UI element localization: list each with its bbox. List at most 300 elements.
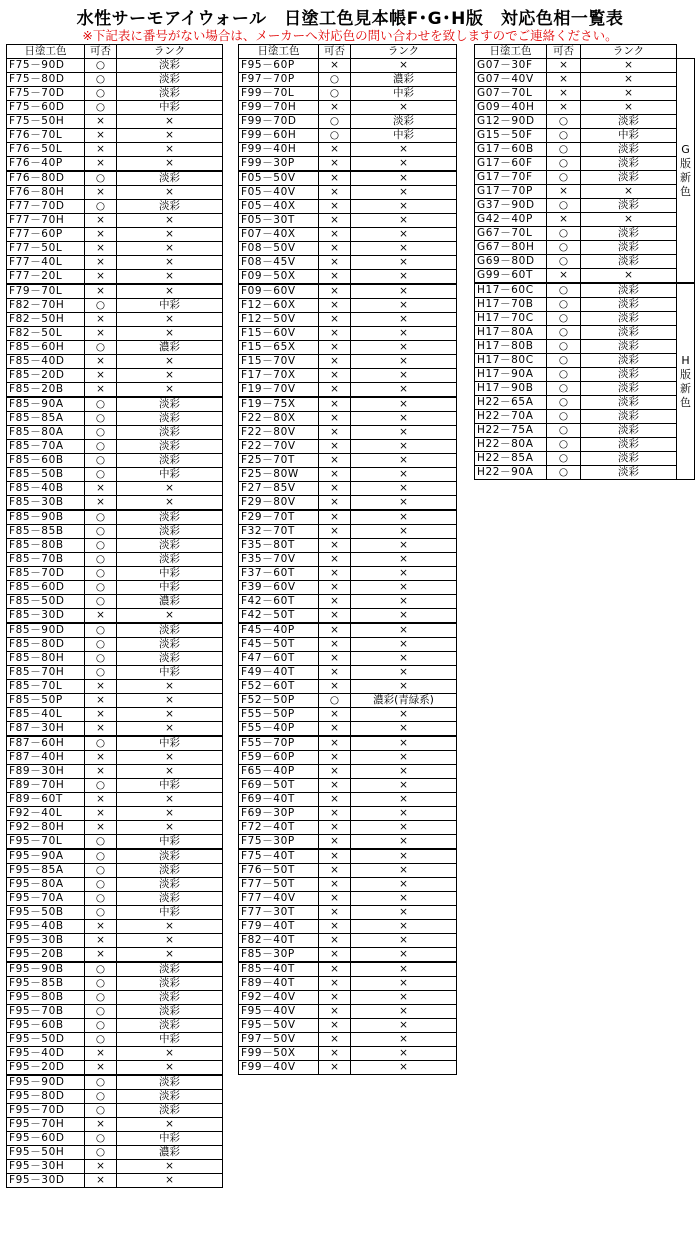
cell-rank: × [351, 412, 457, 426]
cell-code: F05－40V [239, 186, 319, 200]
cell-ok: × [547, 73, 581, 87]
table-row [239, 496, 457, 511]
table-row [475, 269, 695, 284]
cell-ok: × [547, 87, 581, 101]
cell-ok: ○ [85, 878, 117, 892]
cell-ok: × [319, 355, 351, 369]
cell-ok: × [85, 1047, 117, 1061]
cell-rank: 淡彩 [581, 298, 677, 312]
cell-ok: × [319, 327, 351, 341]
table-row [239, 892, 457, 906]
cell-rank: × [581, 101, 677, 115]
cell-rank: × [117, 186, 223, 200]
cell-rank: × [117, 228, 223, 242]
cell-rank: × [117, 256, 223, 270]
table-header-row [475, 45, 695, 59]
table-row [475, 199, 695, 213]
cell-code: F09－50X [239, 270, 319, 285]
cell-code: F17－70X [239, 369, 319, 383]
cell-code: F69－50T [239, 779, 319, 793]
cell-ok: × [85, 751, 117, 765]
cell-rank: × [117, 948, 223, 963]
cell-code: F87－30H [7, 722, 85, 737]
cell-code: F95－60D [7, 1132, 85, 1146]
cell-code: F77－40L [7, 256, 85, 270]
cell-code: F05－40X [239, 200, 319, 214]
cell-code: F07－40X [239, 228, 319, 242]
cell-rank: × [351, 849, 457, 864]
cell-rank: × [117, 722, 223, 737]
cell-code: F82－70H [7, 299, 85, 313]
table-row [7, 793, 223, 807]
table-row [7, 214, 223, 228]
cell-ok: ○ [547, 298, 581, 312]
table-row [475, 213, 695, 227]
table-row [7, 454, 223, 468]
cell-code: F92－40V [239, 991, 319, 1005]
table-row [475, 298, 695, 312]
cell-code: F69－30P [239, 807, 319, 821]
cell-code: F99－70H [239, 101, 319, 115]
table-row [239, 1033, 457, 1047]
table-row [475, 340, 695, 354]
cell-code: G07－70L [475, 87, 547, 101]
cell-rank: 中彩 [351, 129, 457, 143]
cell-ok: ○ [85, 779, 117, 793]
table-row [239, 553, 457, 567]
cell-rank: × [351, 609, 457, 624]
cell-rank: × [351, 948, 457, 963]
cell-rank: 淡彩 [581, 382, 677, 396]
cell-ok: × [85, 256, 117, 270]
cell-ok: × [319, 1061, 351, 1075]
cell-ok: × [319, 284, 351, 299]
table-row [239, 313, 457, 327]
cell-ok: × [319, 793, 351, 807]
table-row [239, 666, 457, 680]
cell-rank: × [351, 595, 457, 609]
cell-ok: ○ [85, 101, 117, 115]
cell-ok: ○ [547, 283, 581, 298]
cell-code: F77－40V [239, 892, 319, 906]
table-row [7, 327, 223, 341]
table-row [239, 157, 457, 172]
table-row [239, 525, 457, 539]
table-row [7, 1019, 223, 1033]
cell-ok: × [319, 270, 351, 285]
cell-ok: ○ [85, 623, 117, 638]
cell-ok: × [319, 1019, 351, 1033]
table-row [7, 892, 223, 906]
table-row [239, 539, 457, 553]
cell-rank: × [351, 369, 457, 383]
table-row [7, 143, 223, 157]
table-row [7, 1104, 223, 1118]
table-row [239, 73, 457, 87]
table-row [7, 440, 223, 454]
table-row [239, 397, 457, 412]
cell-ok: ○ [547, 396, 581, 410]
table-row [7, 864, 223, 878]
table-row [239, 87, 457, 101]
cell-ok: ○ [85, 977, 117, 991]
cell-rank: × [117, 327, 223, 341]
cell-code: H17－70B [475, 298, 547, 312]
cell-rank: 淡彩 [117, 525, 223, 539]
table-row [7, 299, 223, 313]
cell-code: G17－60F [475, 157, 547, 171]
cell-rank: 淡彩 [581, 354, 677, 368]
cell-ok: × [319, 623, 351, 638]
cell-rank: × [117, 313, 223, 327]
table-row [7, 171, 223, 186]
table-row [475, 382, 695, 396]
cell-ok: × [85, 680, 117, 694]
cell-code: F22－70V [239, 440, 319, 454]
table-row [7, 1146, 223, 1160]
cell-rank: 淡彩 [117, 623, 223, 638]
cell-ok: × [319, 1047, 351, 1061]
cell-code: F95－50B [7, 906, 85, 920]
cell-ok: ○ [547, 129, 581, 143]
table-row [7, 722, 223, 737]
cell-rank: × [117, 751, 223, 765]
cell-code: F97－70P [239, 73, 319, 87]
cell-code: F32－70T [239, 525, 319, 539]
cell-rank: 淡彩 [117, 59, 223, 73]
cell-ok: ○ [85, 652, 117, 666]
cell-code: F49－40T [239, 666, 319, 680]
cell-code: F27－85V [239, 482, 319, 496]
cell-code: F95－80B [7, 991, 85, 1005]
table-row [239, 581, 457, 595]
cell-rank: 中彩 [117, 581, 223, 595]
cell-rank: × [351, 270, 457, 285]
cell-code: F85－40L [7, 708, 85, 722]
table-row [7, 694, 223, 708]
table-row [239, 821, 457, 835]
cell-rank: 淡彩 [117, 440, 223, 454]
table-row [239, 878, 457, 892]
cell-code: F85－40D [7, 355, 85, 369]
cell-ok: ○ [85, 440, 117, 454]
cell-ok: ○ [547, 410, 581, 424]
table-row [239, 567, 457, 581]
cell-rank: × [581, 73, 677, 87]
table-row [7, 835, 223, 850]
cell-code: F95－30B [7, 934, 85, 948]
cell-ok: × [319, 892, 351, 906]
cell-rank: × [351, 397, 457, 412]
table-row [239, 426, 457, 440]
cell-rank: × [117, 609, 223, 624]
cell-rank: × [117, 214, 223, 228]
cell-ok: × [319, 299, 351, 313]
table-header-row [239, 45, 457, 59]
table-row [239, 510, 457, 525]
cell-ok: × [319, 440, 351, 454]
table-row [475, 129, 695, 143]
table-row [475, 452, 695, 466]
cell-ok: × [319, 934, 351, 948]
cell-code: F95－30H [7, 1160, 85, 1174]
cell-ok: × [319, 313, 351, 327]
cell-rank: 淡彩 [117, 539, 223, 553]
table-row [475, 143, 695, 157]
cell-ok: ○ [547, 199, 581, 213]
cell-code: H22－70A [475, 410, 547, 424]
cell-ok: × [319, 638, 351, 652]
cell-ok: × [319, 1005, 351, 1019]
table-header-row [7, 45, 223, 59]
cell-code: F42－50T [239, 609, 319, 624]
cell-code: F15－70V [239, 355, 319, 369]
cell-ok: ○ [85, 87, 117, 101]
cell-ok: × [319, 143, 351, 157]
table-row [7, 666, 223, 680]
cell-rank: × [351, 652, 457, 666]
cell-code: F76－40P [7, 157, 85, 172]
cell-code: F95－80A [7, 878, 85, 892]
cell-rank: × [351, 821, 457, 835]
cell-code: F99－30P [239, 157, 319, 172]
table-row [7, 638, 223, 652]
cell-code: F29－70T [239, 510, 319, 525]
cell-ok: ○ [85, 864, 117, 878]
cell-ok: ○ [319, 73, 351, 87]
table-row [239, 171, 457, 186]
cell-ok: × [319, 878, 351, 892]
cell-code: F95－70H [7, 1118, 85, 1132]
cell-code: F85－60H [7, 341, 85, 355]
table-row [7, 680, 223, 694]
cell-ok: × [319, 736, 351, 751]
cell-ok: ○ [85, 553, 117, 567]
cell-code: F85－80H [7, 652, 85, 666]
cell-rank: × [351, 1047, 457, 1061]
cell-code: H17－80A [475, 326, 547, 340]
table-row [239, 299, 457, 313]
cell-code: F76－50T [239, 864, 319, 878]
table-row [7, 115, 223, 129]
cell-rank: × [351, 553, 457, 567]
table-row [7, 977, 223, 991]
cell-rank: × [351, 835, 457, 850]
cell-code: F77－20L [7, 270, 85, 285]
cell-ok: ○ [85, 1104, 117, 1118]
cell-ok: ○ [85, 1132, 117, 1146]
cell-ok: × [319, 412, 351, 426]
cell-ok: × [319, 991, 351, 1005]
cell-ok: ○ [547, 424, 581, 438]
table-row [239, 143, 457, 157]
cell-ok: ○ [85, 412, 117, 426]
table-row [7, 496, 223, 511]
cell-code: F39－60V [239, 581, 319, 595]
cell-code: F95－85A [7, 864, 85, 878]
table-row [239, 920, 457, 934]
cell-code: F85－20B [7, 383, 85, 398]
table-row [7, 242, 223, 256]
cell-rank: × [351, 878, 457, 892]
table-row [7, 1132, 223, 1146]
cell-ok: ○ [319, 129, 351, 143]
cell-ok: ○ [85, 200, 117, 214]
cell-code: H22－65A [475, 396, 547, 410]
cell-rank: × [351, 200, 457, 214]
cell-rank: × [351, 765, 457, 779]
cell-code: F25－80W [239, 468, 319, 482]
cell-rank: × [351, 171, 457, 186]
cell-rank: × [351, 327, 457, 341]
cell-rank: × [351, 680, 457, 694]
cell-code: F85－30B [7, 496, 85, 511]
cell-rank: 淡彩 [117, 1019, 223, 1033]
cell-code: H17－70C [475, 312, 547, 326]
cell-ok: ○ [547, 452, 581, 466]
cell-rank: × [351, 779, 457, 793]
table-row [239, 284, 457, 299]
cell-ok: × [85, 369, 117, 383]
cell-code: F77－50L [7, 242, 85, 256]
table-row [7, 1075, 223, 1090]
table-row [7, 765, 223, 779]
cell-ok: × [85, 722, 117, 737]
cell-ok: × [319, 553, 351, 567]
cell-code: F29－80V [239, 496, 319, 511]
table-row [7, 991, 223, 1005]
cell-rank: × [351, 539, 457, 553]
cell-ok: ○ [85, 595, 117, 609]
table-row [475, 171, 695, 185]
cell-ok: ○ [85, 666, 117, 680]
cell-code: F89－40T [239, 977, 319, 991]
cell-rank: × [351, 638, 457, 652]
table-row [239, 1047, 457, 1061]
cell-ok: ○ [85, 1005, 117, 1019]
cell-code: F99－70D [239, 115, 319, 129]
cell-rank: × [117, 143, 223, 157]
table-row [7, 101, 223, 115]
cell-code: H22－75A [475, 424, 547, 438]
table-row [239, 270, 457, 285]
cell-ok: ○ [319, 694, 351, 708]
cell-code: F77－50T [239, 878, 319, 892]
cell-rank: 淡彩 [581, 452, 677, 466]
cell-code: F89－30H [7, 765, 85, 779]
table-row [475, 424, 695, 438]
cell-code: G12－90D [475, 115, 547, 129]
cell-code: F76－80D [7, 171, 85, 186]
cell-code: F95－50H [7, 1146, 85, 1160]
cell-ok: × [319, 962, 351, 977]
cell-code: H17－80B [475, 340, 547, 354]
table-row [239, 779, 457, 793]
table-row [475, 241, 695, 255]
table-row [239, 962, 457, 977]
cell-ok: ○ [85, 906, 117, 920]
table-row [475, 354, 695, 368]
table-row [7, 482, 223, 496]
cell-code: G17－70F [475, 171, 547, 185]
cell-code: F87－60H [7, 736, 85, 751]
cell-ok: × [85, 1061, 117, 1076]
cell-code: F85－50D [7, 595, 85, 609]
cell-code: G37－90D [475, 199, 547, 213]
cell-rank: 淡彩 [581, 255, 677, 269]
cell-rank: × [351, 157, 457, 172]
cell-ok: × [319, 977, 351, 991]
table-row [7, 1061, 223, 1076]
table-row [239, 228, 457, 242]
cell-rank: × [351, 1061, 457, 1075]
table-row [7, 539, 223, 553]
cell-ok: ○ [85, 835, 117, 850]
cell-code: F75－90D [7, 59, 85, 73]
cell-code: F55－70P [239, 736, 319, 751]
table-row [239, 214, 457, 228]
cell-rank: × [351, 892, 457, 906]
cell-code: F37－60T [239, 567, 319, 581]
table-row [475, 185, 695, 199]
cell-code: F92－80H [7, 821, 85, 835]
cell-code: F09－60V [239, 284, 319, 299]
cell-ok: ○ [85, 299, 117, 313]
cell-code: F95－50V [239, 1019, 319, 1033]
cell-code: G42－40P [475, 213, 547, 227]
cell-ok: ○ [85, 581, 117, 595]
cell-ok: × [85, 708, 117, 722]
cell-code: G17－60B [475, 143, 547, 157]
cell-code: F77－70D [7, 200, 85, 214]
table-row [475, 410, 695, 424]
table-row [7, 821, 223, 835]
cell-rank: × [351, 313, 457, 327]
cell-rank: × [351, 143, 457, 157]
table-row [7, 609, 223, 624]
cell-rank: 濃彩 [351, 73, 457, 87]
cell-ok: × [85, 821, 117, 835]
cell-code: F95－70L [7, 835, 85, 850]
cell-code: G69－80D [475, 255, 547, 269]
table-row [239, 736, 457, 751]
cell-code: F85－50B [7, 468, 85, 482]
cell-rank: × [351, 906, 457, 920]
cell-ok: × [85, 694, 117, 708]
cell-rank: 淡彩 [117, 1104, 223, 1118]
cell-ok: × [319, 341, 351, 355]
cell-rank: × [117, 920, 223, 934]
cell-code: F79－40T [239, 920, 319, 934]
notice-text: ※下記表に番号がない場合は、メーカーへ対応色の問い合わせを致しますのでご連絡ください。 [82, 28, 618, 43]
cell-rank: 淡彩 [117, 1090, 223, 1104]
cell-rank: 淡彩 [117, 426, 223, 440]
cell-ok: × [319, 920, 351, 934]
cell-rank: × [351, 567, 457, 581]
table-row [7, 934, 223, 948]
cell-ok: × [85, 115, 117, 129]
cell-rank: × [351, 284, 457, 299]
cell-ok: ○ [85, 567, 117, 581]
cell-code: F19－70V [239, 383, 319, 398]
header-ok: 可否 [319, 45, 351, 59]
cell-ok: ○ [547, 340, 581, 354]
cell-rank: × [351, 101, 457, 115]
cell-ok: ○ [85, 525, 117, 539]
cell-code: F45－40P [239, 623, 319, 638]
cell-code: F95－20D [7, 1061, 85, 1076]
cell-code: F25－70T [239, 454, 319, 468]
